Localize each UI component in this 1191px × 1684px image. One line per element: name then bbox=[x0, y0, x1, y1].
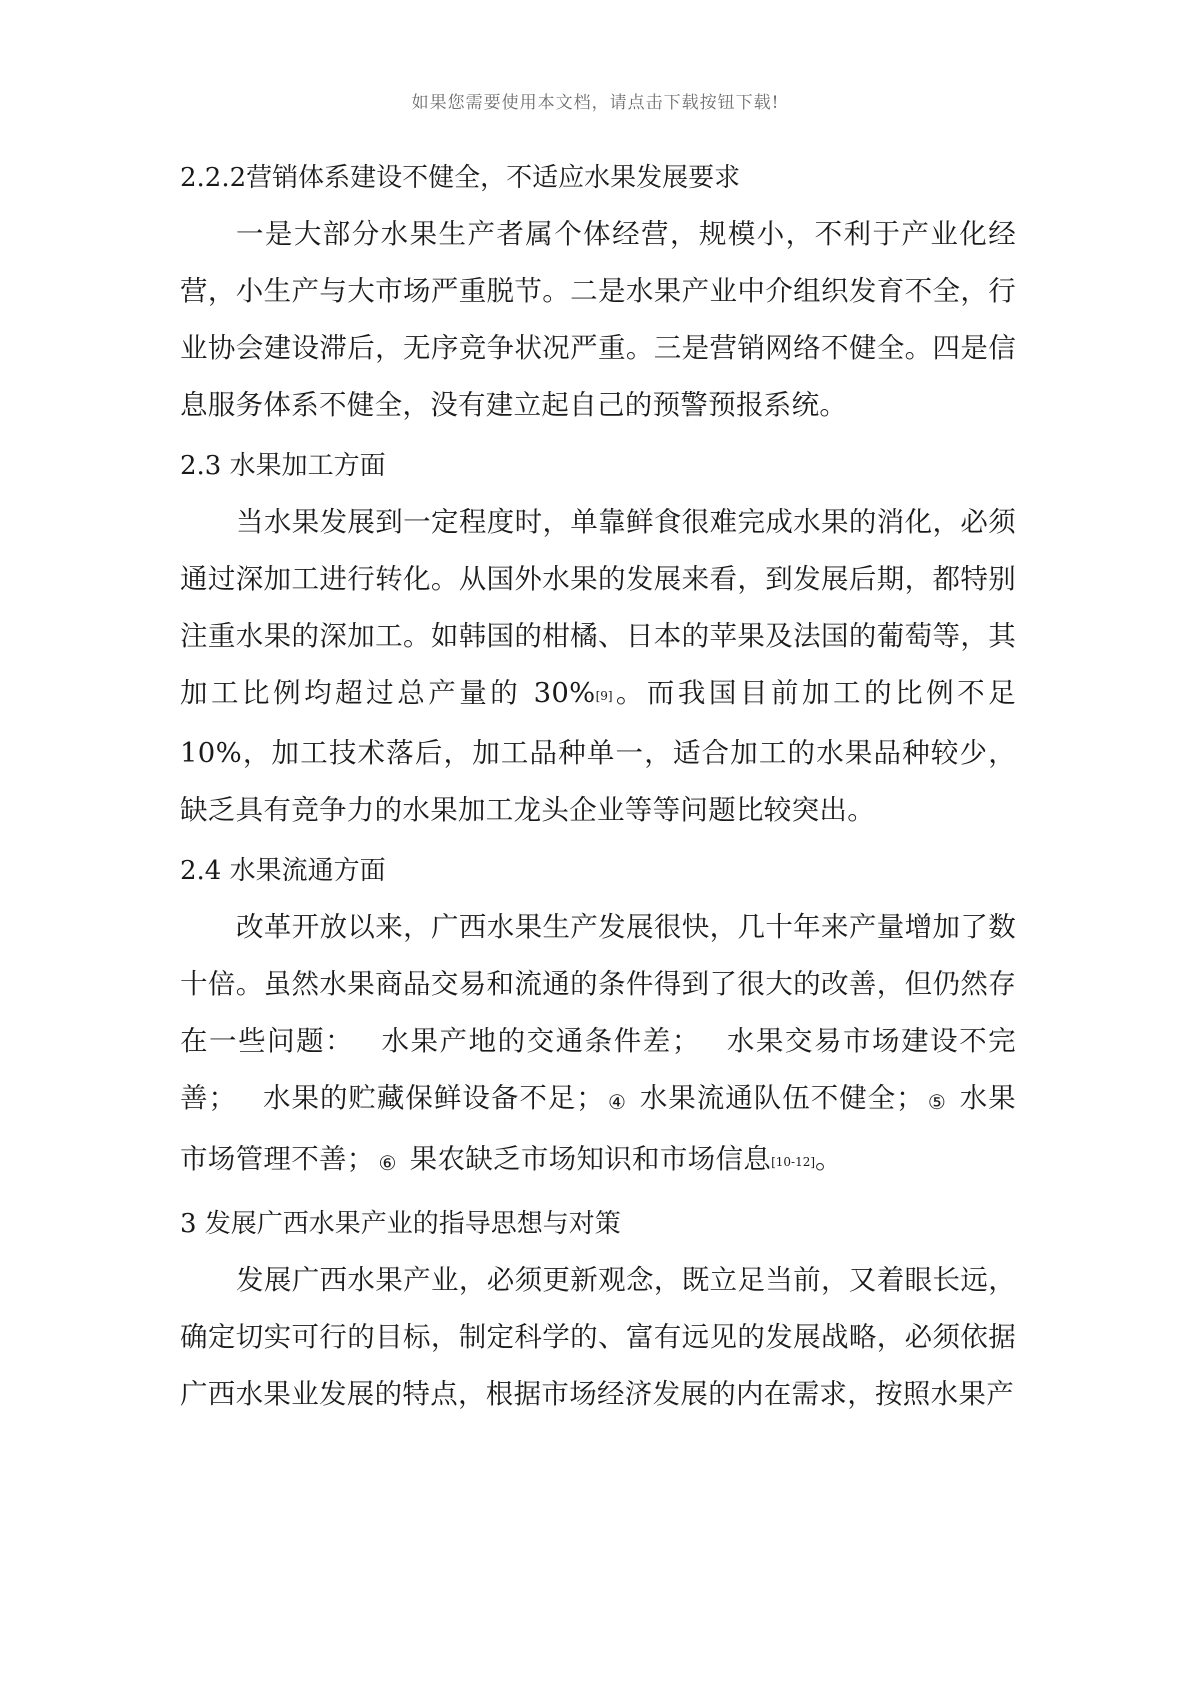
circulation-item-4: 水果流通队伍不健全； bbox=[630, 1082, 924, 1114]
processing-text-part1: 当水果发展到一定程度时，单靠鲜食很难完成水果的消化，必须通过深加工进行转化。从国外水果的发展来看，到发展后期，都特别注重水果的深加工。如韩国的柑橘、日本的苹果及法国的葡萄等，其加工比例均超过总产量的 30% bbox=[180, 506, 1016, 709]
citation-9: [9] bbox=[595, 689, 613, 703]
document-body bbox=[180, 150, 1016, 1427]
list-marker-4: ④ bbox=[607, 1090, 627, 1114]
citation-10-12: [10-12] bbox=[771, 1155, 816, 1169]
circulation-end: 。 bbox=[815, 1143, 843, 1175]
paragraph-marketing-system: 一是大部分水果生产者属个体经营，规模小，不利于产业化经营，小生产与大市场严重脱节。二是水果产业中介组织发育不全，行业协会建设滞后，无序竞争状况严重。三是营销网络不健全。四是信息服务体系不健全，没有建立起自己的预警预报系统。 bbox=[180, 218, 1016, 421]
section-heading-2-4: 2.4 水果流通方面 bbox=[180, 856, 386, 886]
paragraph-fruit-circulation bbox=[180, 899, 1016, 1192]
circulation-item-1: 水果产地的交通条件差； bbox=[380, 1025, 700, 1057]
section-heading-2-2-2: 2.2.2营销体系建设不健全，不适应水果发展要求 bbox=[180, 163, 741, 193]
paragraph-guiding-ideas: 发展广西水果产业，必须更新观念，既立足当前，又着眼长远，确定切实可行的目标，制定科学的、富有远见的发展战略，必须依据广西水果业发展的特点，根据市场经济发展的内在需求，按照水果产 bbox=[180, 1264, 1016, 1410]
circulation-intro: 改革开放以来，广西水果生产发展很快，几十年来产量增加了数十倍。虽然水果商品交易和流通的条件得到了很大的改善，但仍然存在一些问题： bbox=[180, 911, 1016, 1057]
list-marker-5: ⑤ bbox=[927, 1090, 947, 1114]
circulation-item-6: 果农缺乏市场知识和市场信息 bbox=[400, 1143, 772, 1175]
download-hint-header[interactable]: 如果您需要使用本文档，请点击下载按钮下载! bbox=[411, 93, 780, 113]
circulation-item-3: 水果的贮藏保鲜设备不足； bbox=[262, 1082, 605, 1114]
list-marker-6: ⑥ bbox=[378, 1151, 397, 1175]
paragraph-fruit-processing bbox=[180, 494, 1016, 839]
circulation-item-5: 水果市场管理不善； bbox=[180, 1082, 1016, 1175]
processing-text-part2: 。而我国目前加工的比例不足 10%，加工技术落后，加工品种单一，适合加工的水果品种较少，缺乏具有竞争力的水果加工龙头企业等等问题比较突出。 bbox=[180, 677, 1016, 826]
circulation-item-2: 水果交易市场建设不完善； bbox=[180, 1025, 1016, 1114]
section-heading-2-3: 2.3 水果加工方面 bbox=[180, 451, 386, 481]
section-heading-3: 3 发展广西水果产业的指导思想与对策 bbox=[180, 1209, 621, 1239]
